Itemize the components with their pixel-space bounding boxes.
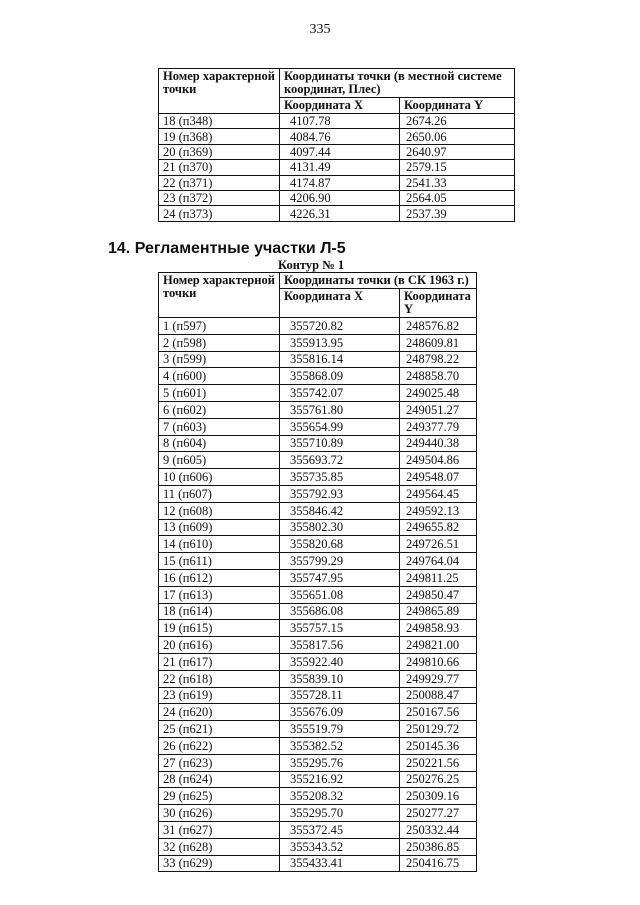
coordinate-y-cell: 250277.27: [400, 805, 477, 822]
coordinate-x-cell: 4174.87: [280, 175, 400, 190]
point-number-cell: 16 (п612): [159, 569, 280, 586]
table-row: [159, 821, 477, 838]
point-number-cell: 20 (п369): [159, 144, 280, 159]
point-number-cell: 27 (п623): [159, 754, 280, 771]
coordinate-y-cell: 250088.47: [400, 687, 477, 704]
coordinate-y-cell: 250309.16: [400, 788, 477, 805]
point-number-cell: 5 (п601): [159, 385, 280, 402]
coordinate-y-cell: 2650.06: [400, 129, 515, 144]
coordinate-y-cell: 249811.25: [400, 569, 477, 586]
table-row: [159, 721, 477, 738]
point-number-cell: 8 (п604): [159, 435, 280, 452]
coordinate-y-cell: 249865.89: [400, 603, 477, 620]
coordinate-x-cell: 355433.41: [280, 855, 400, 872]
coordinate-x-cell: 355846.42: [280, 502, 400, 519]
coordinate-y-cell: 249764.04: [400, 553, 477, 570]
coordinate-x-cell: 355747.95: [280, 569, 400, 586]
point-number-cell: 13 (п609): [159, 519, 280, 536]
coordinate-x-cell: 4131.49: [280, 160, 400, 175]
coordinate-x-cell: 4097.44: [280, 144, 400, 159]
coordinate-x-cell: 355799.29: [280, 553, 400, 570]
coordinate-y-cell: 250167.56: [400, 704, 477, 721]
point-number-cell: 4 (п600): [159, 368, 280, 385]
point-number-cell: 11 (п607): [159, 485, 280, 502]
coordinate-y-cell: 249929.77: [400, 670, 477, 687]
table-row: [159, 385, 477, 402]
coordinate-x-cell: 4107.78: [280, 114, 400, 129]
coordinate-y-cell: 249858.93: [400, 620, 477, 637]
table-row: [159, 536, 477, 553]
coordinate-y-cell: 248576.82: [400, 318, 477, 335]
coordinate-x-cell: 355728.11: [280, 687, 400, 704]
coordinate-x-cell: 355817.56: [280, 637, 400, 654]
coordinate-x-cell: 355343.52: [280, 838, 400, 855]
table2-body: [159, 318, 477, 872]
table-row: [159, 318, 477, 335]
point-number-cell: 29 (п625): [159, 788, 280, 805]
coordinate-x-cell: 355651.08: [280, 586, 400, 603]
coordinate-x-cell: 355372.45: [280, 821, 400, 838]
coordinate-x-cell: 355686.08: [280, 603, 400, 620]
table-row: [159, 754, 477, 771]
page-number: 335: [309, 22, 331, 37]
table-row: [159, 805, 477, 822]
contour-title: Контур № 1: [278, 258, 345, 272]
table-row: [159, 469, 477, 486]
table-row: [159, 144, 515, 159]
coordinate-x-cell: 355519.79: [280, 721, 400, 738]
header-coordinates: Координаты точки (в СК 1963 г.): [280, 273, 477, 289]
point-number-cell: 10 (п606): [159, 469, 280, 486]
coordinate-y-cell: 2541.33: [400, 175, 515, 190]
point-number-cell: 19 (п615): [159, 620, 280, 637]
point-number-cell: 24 (п620): [159, 704, 280, 721]
coordinate-y-cell: 250129.72: [400, 721, 477, 738]
point-number-cell: 17 (п613): [159, 586, 280, 603]
table-row: [159, 637, 477, 654]
table-row: [159, 670, 477, 687]
table-row: [159, 519, 477, 536]
header-coordinates: Координаты точки (в местной системе координат, Плес): [280, 69, 515, 98]
coordinate-y-cell: 248798.22: [400, 351, 477, 368]
coordinate-y-cell: 249377.79: [400, 418, 477, 435]
table-row: [159, 737, 477, 754]
coordinate-x-cell: 4084.76: [280, 129, 400, 144]
header-y: Координата Y: [400, 289, 477, 318]
table-row: [159, 653, 477, 670]
point-number-cell: 2 (п598): [159, 334, 280, 351]
coordinate-x-cell: 355382.52: [280, 737, 400, 754]
point-number-cell: 25 (п621): [159, 721, 280, 738]
coordinate-y-cell: 250145.36: [400, 737, 477, 754]
point-number-cell: 14 (п610): [159, 536, 280, 553]
point-number-cell: 22 (п371): [159, 175, 280, 190]
point-number-cell: 21 (п617): [159, 653, 280, 670]
section-heading: 14. Регламентные участки Л-5: [108, 240, 346, 257]
table-row: [159, 334, 477, 351]
coordinate-y-cell: 249051.27: [400, 401, 477, 418]
table-row: [159, 418, 477, 435]
coordinate-y-cell: 2579.15: [400, 160, 515, 175]
point-number-cell: 7 (п603): [159, 418, 280, 435]
point-number-cell: 12 (п608): [159, 502, 280, 519]
header-x: Координата X: [280, 289, 400, 318]
table-row: [159, 114, 515, 129]
coordinate-x-cell: 355693.72: [280, 452, 400, 469]
table-row: [159, 485, 477, 502]
coordinate-y-cell: 249548.07: [400, 469, 477, 486]
point-number-cell: 33 (п629): [159, 855, 280, 872]
table-row: [159, 351, 477, 368]
point-number-cell: 3 (п599): [159, 351, 280, 368]
coordinate-y-cell: 2640.97: [400, 144, 515, 159]
table-row: [159, 788, 477, 805]
header-point-number: Номер характерной точки: [159, 69, 280, 114]
point-number-cell: 20 (п616): [159, 637, 280, 654]
point-number-cell: 6 (п602): [159, 401, 280, 418]
coordinate-y-cell: 249592.13: [400, 502, 477, 519]
table-row: [159, 206, 515, 221]
coordinates-table-sk1963: [158, 272, 477, 872]
table-row: [159, 603, 477, 620]
header-point-number: Номер характерной точки: [159, 273, 280, 318]
coordinate-y-cell: 249810.66: [400, 653, 477, 670]
table-row: [159, 855, 477, 872]
coordinate-x-cell: 355761.80: [280, 401, 400, 418]
coordinate-x-cell: 355654.99: [280, 418, 400, 435]
header-x: Координата X: [280, 98, 400, 114]
coordinate-y-cell: 248858.70: [400, 368, 477, 385]
coordinate-x-cell: 355816.14: [280, 351, 400, 368]
coordinate-x-cell: 355676.09: [280, 704, 400, 721]
table-row: [159, 452, 477, 469]
table-row: [159, 771, 477, 788]
table-row: [159, 190, 515, 205]
coordinate-x-cell: 355802.30: [280, 519, 400, 536]
coordinate-y-cell: 249850.47: [400, 586, 477, 603]
header-y: Координата Y: [400, 98, 515, 114]
coordinate-x-cell: 355208.32: [280, 788, 400, 805]
coordinate-y-cell: 249025.48: [400, 385, 477, 402]
coordinate-x-cell: 355868.09: [280, 368, 400, 385]
table-row: [159, 435, 477, 452]
coordinate-x-cell: 355735.85: [280, 469, 400, 486]
coordinate-y-cell: 249655.82: [400, 519, 477, 536]
point-number-cell: 1 (п597): [159, 318, 280, 335]
point-number-cell: 23 (п619): [159, 687, 280, 704]
coordinate-y-cell: 250416.75: [400, 855, 477, 872]
coordinate-x-cell: 355913.95: [280, 334, 400, 351]
coordinate-y-cell: 250386.85: [400, 838, 477, 855]
table-row: [159, 569, 477, 586]
coordinate-x-cell: 355720.82: [280, 318, 400, 335]
point-number-cell: 19 (п368): [159, 129, 280, 144]
coordinate-x-cell: 355839.10: [280, 670, 400, 687]
table-row: [159, 401, 477, 418]
point-number-cell: 22 (п618): [159, 670, 280, 687]
coordinate-y-cell: 2564.05: [400, 190, 515, 205]
table-row: [159, 704, 477, 721]
point-number-cell: 9 (п605): [159, 452, 280, 469]
table-row: [159, 553, 477, 570]
point-number-cell: 31 (п627): [159, 821, 280, 838]
coordinate-y-cell: 248609.81: [400, 334, 477, 351]
coordinate-y-cell: 2674.26: [400, 114, 515, 129]
coordinate-y-cell: 249821.00: [400, 637, 477, 654]
point-number-cell: 18 (п614): [159, 603, 280, 620]
coordinates-table-local: [158, 68, 515, 222]
coordinate-x-cell: 4206.90: [280, 190, 400, 205]
point-number-cell: 18 (п348): [159, 114, 280, 129]
coordinate-x-cell: 355295.76: [280, 754, 400, 771]
table-row: [159, 586, 477, 603]
table-row: [159, 502, 477, 519]
coordinate-x-cell: 355295.70: [280, 805, 400, 822]
coordinate-y-cell: 249726.51: [400, 536, 477, 553]
coordinate-x-cell: 355742.07: [280, 385, 400, 402]
point-number-cell: 26 (п622): [159, 737, 280, 754]
point-number-cell: 28 (п624): [159, 771, 280, 788]
coordinate-x-cell: 355922.40: [280, 653, 400, 670]
table-row: [159, 620, 477, 637]
coordinate-y-cell: 249440.38: [400, 435, 477, 452]
point-number-cell: 21 (п370): [159, 160, 280, 175]
coordinate-x-cell: 4226.31: [280, 206, 400, 221]
point-number-cell: 24 (п373): [159, 206, 280, 221]
coordinate-x-cell: 355820.68: [280, 536, 400, 553]
coordinate-x-cell: 355216.92: [280, 771, 400, 788]
coordinate-y-cell: 250276.25: [400, 771, 477, 788]
point-number-cell: 32 (п628): [159, 838, 280, 855]
coordinate-x-cell: 355757.15: [280, 620, 400, 637]
table-row: [159, 160, 515, 175]
coordinate-y-cell: 249564.45: [400, 485, 477, 502]
table-row: [159, 129, 515, 144]
point-number-cell: 15 (п611): [159, 553, 280, 570]
table1-body: [159, 114, 515, 222]
coordinate-x-cell: 355710.89: [280, 435, 400, 452]
table-row: [159, 175, 515, 190]
coordinate-x-cell: 355792.93: [280, 485, 400, 502]
table-row: [159, 687, 477, 704]
coordinate-y-cell: 250332.44: [400, 821, 477, 838]
point-number-cell: 23 (п372): [159, 190, 280, 205]
coordinate-y-cell: 250221.56: [400, 754, 477, 771]
table-row: [159, 838, 477, 855]
table-row: [159, 368, 477, 385]
coordinate-y-cell: 249504.86: [400, 452, 477, 469]
coordinate-y-cell: 2537.39: [400, 206, 515, 221]
point-number-cell: 30 (п626): [159, 805, 280, 822]
